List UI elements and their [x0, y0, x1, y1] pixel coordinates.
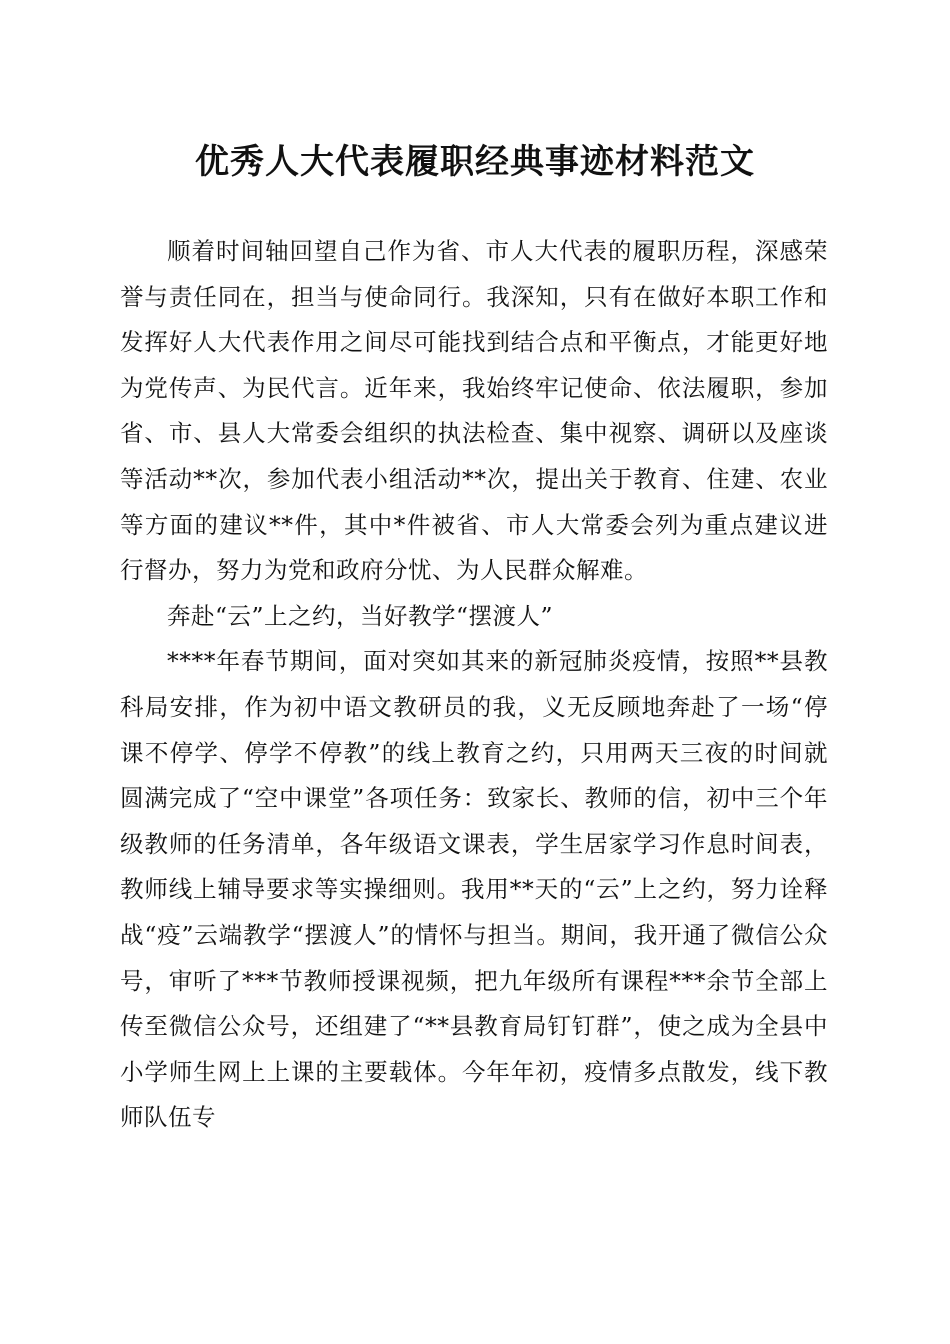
document-title: 优秀人大代表履职经典事迹材料范文: [195, 142, 755, 182]
intro-paragraph: 顺着时间轴回望自己作为省、市人大代表的履职历程，深感荣誉与责任同在，担当与使命同行。我深知，只有在做好本职工作和发挥好人大代表作用之间尽可能找到结合点和平衡点，才能更好地为党传声、为民代言。近年来，我始终牢记使命、依法履职，参加省、市、县人大常委会组织的执法检查、集中视察、调研以及座谈等活动**次，参加代表小组活动**次，提出关于教育、住建、农业等方面的建议**件，其中*件被省、市人大常委会列为重点建议进行督办，努力为党和政府分忧、为人民群众解难。: [120, 237, 828, 585]
document-body: [120, 229, 828, 1141]
section-paragraph: ****年春节期间，面对突如其来的新冠肺炎疫情，按照**县教科局安排，作为初中语文教研员的我，义无反顾地奔赴了一场“停课不停学、停学不停教”的线上教育之约，只用两天三夜的时间就圆满完成了“空中课堂”各项任务：致家长、教师的信，初中三个年级教师的任务清单，各年级语文课表，学生居家学习作息时间表，教师线上辅导要求等实操细则。我用**天的“云”上之约，努力诠释战“疫”云端教学“摆渡人”的情怀与担当。期间，我开通了微信公众号，审听了***节教师授课视频，把九年级所有课程***余节全部上传至微信公众号，还组建了“**县教育局钉钉群”，使之成为全县中小学师生网上上课的主要载体。今年年初，疫情多点散发，线下教师队伍专: [120, 647, 828, 1132]
section-heading: 奔赴“云”上之约，当好教学“摆渡人”: [167, 601, 554, 630]
